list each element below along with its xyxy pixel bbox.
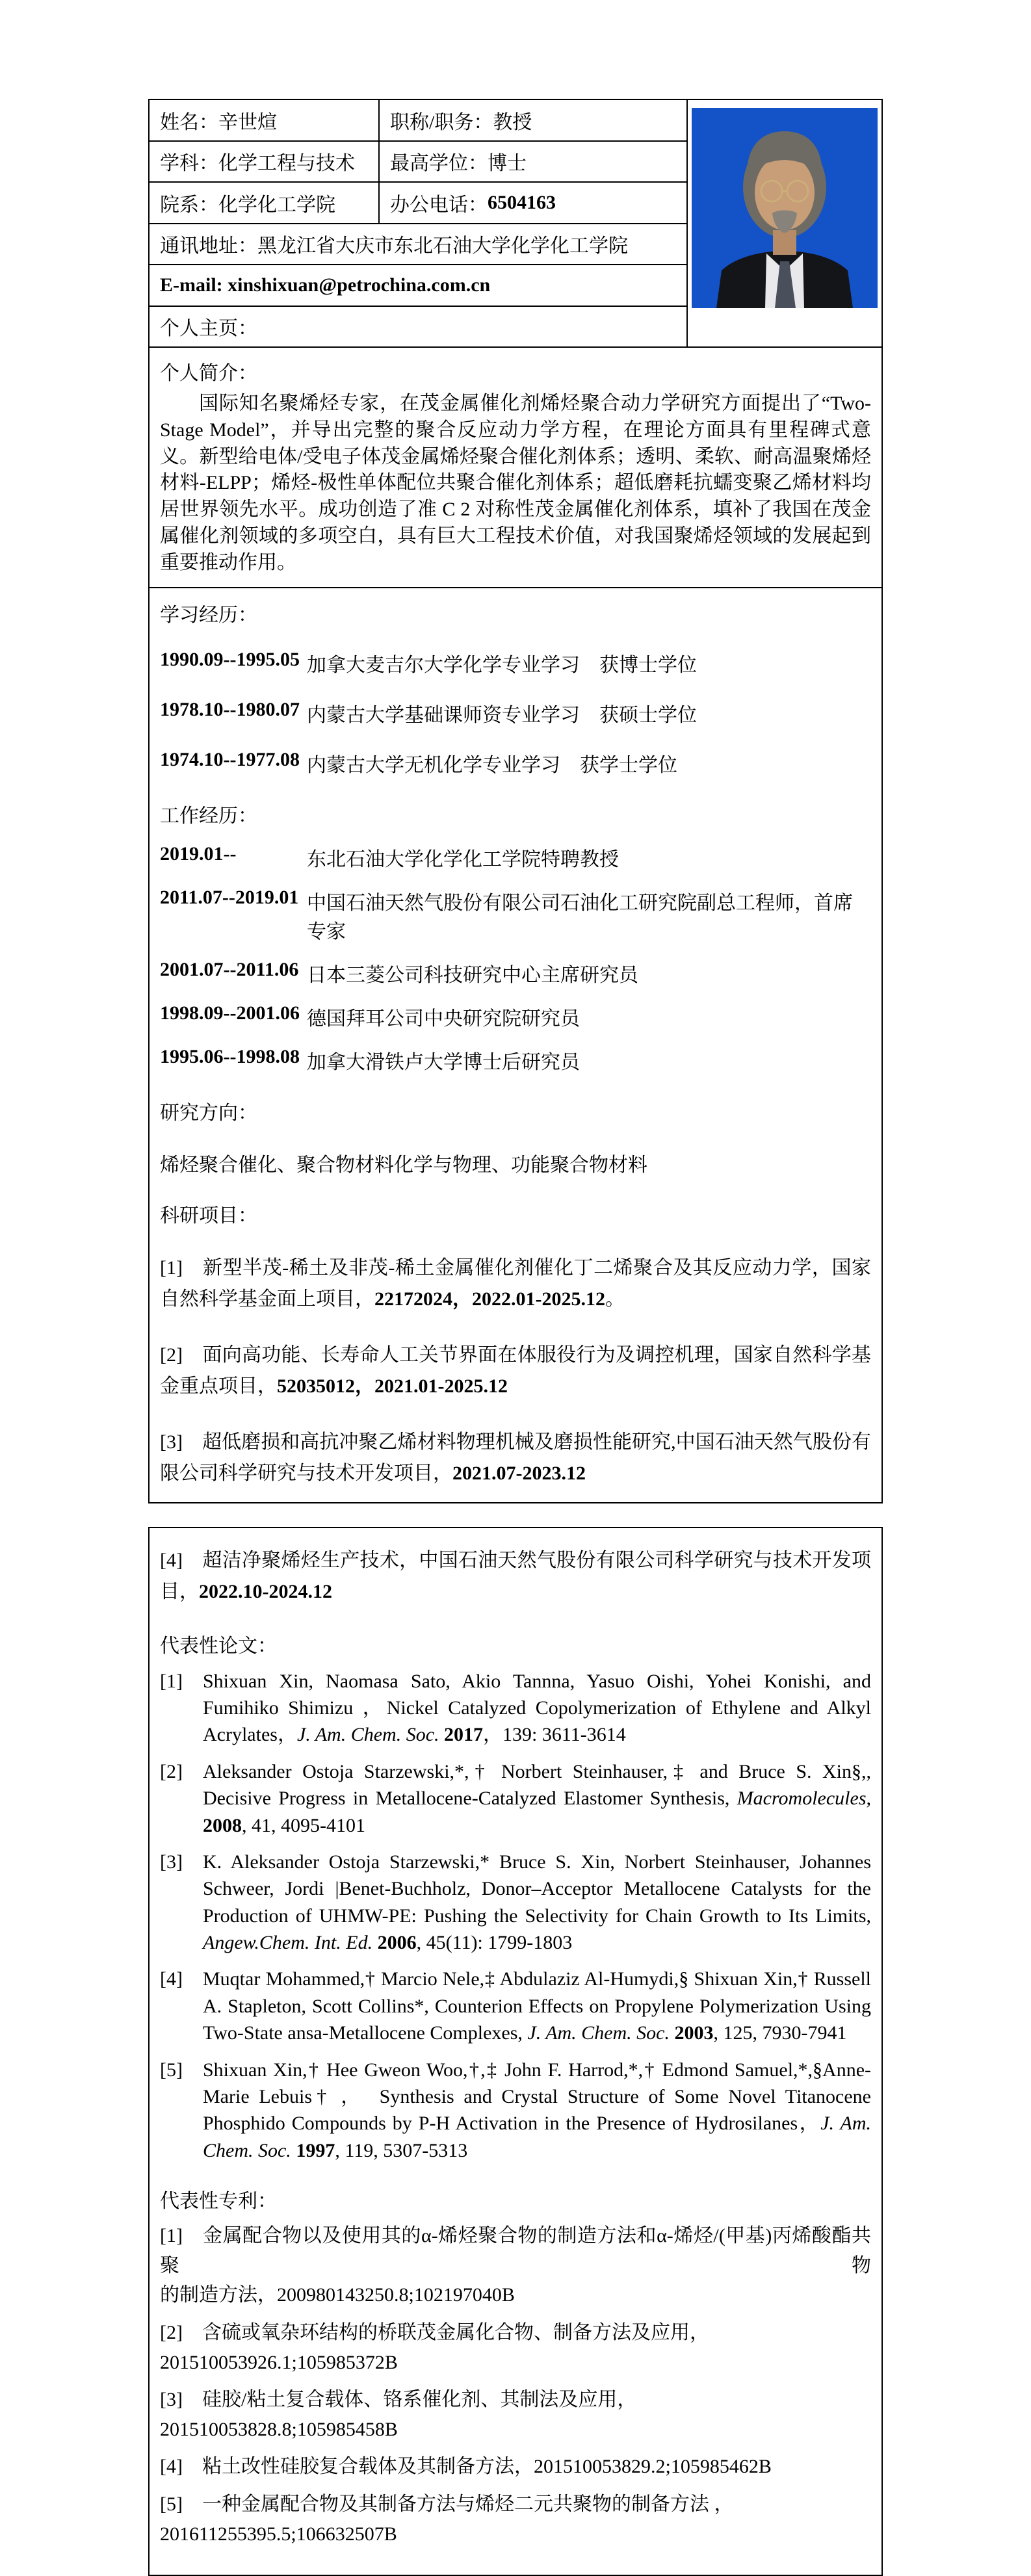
address-value: 黑龙江省大庆市东北石油大学化学化工学院 bbox=[257, 235, 628, 257]
work-item bbox=[160, 843, 871, 872]
profile-table bbox=[148, 99, 883, 1503]
photo-cell bbox=[688, 100, 881, 348]
patent-line: 201611255395.5;106632507B bbox=[160, 2523, 397, 2545]
faculty-profile-document bbox=[148, 0, 883, 2576]
patent-item bbox=[160, 2452, 871, 2482]
discipline-value: 化学工程与技术 bbox=[218, 153, 355, 175]
patent-item bbox=[160, 2385, 871, 2444]
paper-citation: Shixuan Xin, Naomasa Sato, Akio Tannna, Yasuo Oishi, Yohei Konishi, and Fumihiko Shimizu ，Nickel Catalyzed Copolymerization of Ethylene and Alkyl Acrylates，J. Am. Chem. Soc. 2017，139: 3611-3614 bbox=[203, 1670, 871, 1746]
title-label: 职称/职务： bbox=[390, 111, 493, 133]
paper-citation: Aleksander Ostoja Starzewski,*,† Norbert Steinhauser,‡ and Bruce S. Xin§,, Decisive Progress in Metallocene-Catalyzed Elastomer Synthesis, Macromolecules, 2008, 41, 4095-4101 bbox=[203, 1760, 871, 1836]
paper-number: [3] bbox=[160, 1851, 183, 1873]
phone-cell bbox=[380, 183, 688, 224]
title-cell bbox=[380, 100, 688, 142]
homepage-cell bbox=[150, 307, 688, 348]
patent-item bbox=[160, 2221, 871, 2310]
paper-item bbox=[160, 1758, 871, 1839]
paper-item bbox=[160, 1849, 871, 1957]
paper-citation: Muqtar Mohammed,† Marcio Nele,‡ Abdulaziz Al-Humydi,§ Shixuan Xin,† Russell A. Stapleton, Scott Collins*, Counterion Effects on Propylene Polymerization Using Two-State ansa-Metallocene Complexes, J. Am. Chem. Soc. 2003, 125, 7930-7941 bbox=[203, 1968, 871, 2044]
paper-number: [4] bbox=[160, 1968, 183, 1990]
education-detail: 内蒙古大学基础课师资专业学习 获硕士学位 bbox=[307, 704, 697, 726]
summary-paragraph: 国际知名聚烯烃专家，在茂金属催化剂烯烃聚合动力学研究方面提出了“Two-Stage Model”，并导出完整的聚合反应动力学方程，在理论方面具有里程碑式意义。新型给电体/受电子体茂金属烯烃聚合催化剂体系；透明、柔软、耐高温聚烯烃材料-ELPP；烯烃-极性单体配位共聚合催化剂体系；超低磨耗抗蠕变聚乙烯材料均居世界领先水平。成功创造了准 C 2 对称性茂金属催化剂体系，填补了我国在茂金属催化剂领域的多项空白，具有巨大工程技术价值，对我国聚烯烃领域的发展起到重要推动作用。 bbox=[160, 393, 871, 573]
education-heading: 学习经历： bbox=[160, 604, 257, 626]
education-period: 1974.10--1977.08 bbox=[160, 748, 300, 770]
work-period: 2011.07--2019.01 bbox=[160, 886, 299, 908]
paper-number: [5] bbox=[160, 2059, 183, 2081]
section-experience bbox=[150, 588, 881, 1502]
publications-table bbox=[148, 1527, 883, 2576]
section-summary bbox=[150, 348, 881, 588]
education-detail: 内蒙古大学无机化学专业学习 获学士学位 bbox=[307, 754, 677, 776]
address-cell bbox=[150, 224, 688, 266]
department-label: 院系： bbox=[160, 194, 218, 216]
paper-item bbox=[160, 1966, 871, 2046]
project-item: [1] 新型半茂-稀土及非茂-稀土金属催化剂催化丁二烯聚合及其反应动力学，国家自然科学基金面上项目，22172024，2022.01-2025.12。 bbox=[160, 1256, 871, 1310]
work-detail: 中国石油天然气股份有限公司石油化工研究院副总工程师，首席专家 bbox=[307, 892, 853, 943]
work-item bbox=[160, 887, 871, 944]
phone-value: 6504163 bbox=[488, 191, 556, 213]
homepage-label: 个人主页： bbox=[160, 318, 257, 340]
project-item: [2] 面向高功能、长寿命人工关节界面在体服役行为及调控机理，国家自然科学基金重点项目，52035012，2021.01-2025.12 bbox=[160, 1344, 871, 1397]
patent-line: [1] 金属配合物以及使用其的α-烯烃聚合物的制造方法和α-烯烃/(甲基)丙烯酸酯共聚物 bbox=[160, 2225, 871, 2276]
work-detail: 德国拜耳公司中央研究院研究员 bbox=[307, 1008, 580, 1030]
education-period: 1978.10--1980.07 bbox=[160, 698, 300, 720]
degree-cell bbox=[380, 142, 688, 183]
research-heading: 研究方向： bbox=[160, 1102, 257, 1124]
degree-value: 博士 bbox=[488, 153, 527, 175]
email-value: xinshixuan@petrochina.com.cn bbox=[228, 274, 491, 296]
email-cell bbox=[150, 265, 688, 307]
education-detail: 加拿大麦吉尔大学化学专业学习 获博士学位 bbox=[307, 654, 697, 676]
paper-number: [2] bbox=[160, 1760, 183, 1782]
work-period: 2019.01-- bbox=[160, 842, 237, 865]
education-item bbox=[160, 699, 871, 727]
patent-line: 的制造方法，200980143250.8;102197040B bbox=[160, 2284, 515, 2306]
patent-item bbox=[160, 2318, 871, 2377]
basic-info-grid bbox=[150, 100, 881, 348]
work-item bbox=[160, 959, 871, 987]
name-cell bbox=[150, 100, 380, 142]
work-heading: 工作经历： bbox=[160, 805, 257, 827]
neck-shape bbox=[773, 230, 796, 255]
work-period: 2001.07--2011.06 bbox=[160, 958, 299, 980]
profile-photo bbox=[692, 108, 878, 308]
work-item bbox=[160, 1002, 871, 1031]
title-value: 教授 bbox=[493, 111, 532, 133]
degree-label: 最高学位： bbox=[390, 153, 488, 175]
paper-number: [1] bbox=[160, 1670, 183, 1692]
patent-line: 201510053926.1;105985372B bbox=[160, 2351, 398, 2373]
education-item bbox=[160, 649, 871, 677]
research-directions: 烯烃聚合催化、聚合物材料化学与物理、功能聚合物材料 bbox=[160, 1154, 647, 1176]
patents-heading: 代表性专利： bbox=[160, 2191, 277, 2213]
patent-line: [3] 硅胶/粘土复合载体、铬系催化剂、其制法及应用， 201510053828.8;105985458B bbox=[160, 2389, 637, 2440]
patent-line: [5] 一种金属配合物及其制备方法与烯烃二元共聚物的制备方法 ， bbox=[160, 2493, 734, 2515]
email-label: E-mail: bbox=[160, 274, 223, 296]
name-label: 姓名： bbox=[160, 111, 218, 133]
phone-label: 办公电话： bbox=[390, 194, 488, 216]
discipline-label: 学科： bbox=[160, 153, 218, 175]
department-cell bbox=[150, 183, 380, 224]
paper-citation: K. Aleksander Ostoja Starzewski,* Bruce S. Xin, Norbert Steinhauser, Johannes Schweer, Jordi |Benet-Buchholz, Donor–Acceptor Metallocene Catalysts for the Production of UHMW-PE: Pushing the Selectivity for Chain Growth to Its Limits, Angew.Chem. Int. Ed. 2006, 45(11): 1799-1803 bbox=[203, 1851, 871, 1954]
paper-item bbox=[160, 1668, 871, 1749]
work-period: 1998.09--2001.06 bbox=[160, 1002, 300, 1024]
address-label: 通讯地址： bbox=[160, 235, 257, 257]
paper-citation: Shixuan Xin,† Hee Gweon Woo,†,‡ John F. Harrod,*,† Edmond Samuel,*,§Anne-Marie Lebuis† ， Synthesis and Crystal Structure of Some Novel Titanocene Phosphido Compounds by P-H Activation in the Presence of Hydrosilanes，J. Am. Chem. Soc. 1997, 119, 5307-5313 bbox=[203, 2059, 871, 2161]
work-detail: 日本三菱公司科技研究中心主席研究员 bbox=[307, 964, 638, 986]
patent-line: [4] 粘土改性硅胶复合载体及其制备方法，201510053829.2;105985462B bbox=[160, 2456, 772, 2478]
work-detail: 加拿大滑铁卢大学博士后研究员 bbox=[307, 1051, 580, 1073]
name-value: 辛世煊 bbox=[218, 111, 277, 133]
work-detail: 东北石油大学化学化工学院特聘教授 bbox=[307, 848, 619, 870]
education-item bbox=[160, 749, 871, 777]
education-period: 1990.09--1995.05 bbox=[160, 648, 300, 670]
discipline-cell bbox=[150, 142, 380, 183]
work-period: 1995.06--1998.08 bbox=[160, 1045, 300, 1067]
department-value: 化学化工学院 bbox=[218, 194, 335, 216]
project-item: [4] 超洁净聚烯烃生产技术，中国石油天然气股份有限公司科学研究与技术开发项目，2022.10-2024.12 bbox=[160, 1549, 871, 1602]
project-item: [3] 超低磨损和高抗冲聚乙烯材料物理机械及磨损性能研究,中国石油天然气股份有限公司科学研究与技术开发项目，2021.07-2023.12 bbox=[160, 1431, 871, 1484]
work-item bbox=[160, 1046, 871, 1074]
patent-line: [2] 含硫或氧杂环结构的桥联茂金属化合物、制备方法及应用， bbox=[160, 2322, 709, 2343]
papers-heading: 代表性论文： bbox=[160, 1635, 277, 1657]
patent-item bbox=[160, 2490, 871, 2549]
paper-item bbox=[160, 2057, 871, 2165]
projects-heading: 科研项目： bbox=[160, 1204, 257, 1227]
summary-heading: 个人简介： bbox=[160, 363, 257, 384]
